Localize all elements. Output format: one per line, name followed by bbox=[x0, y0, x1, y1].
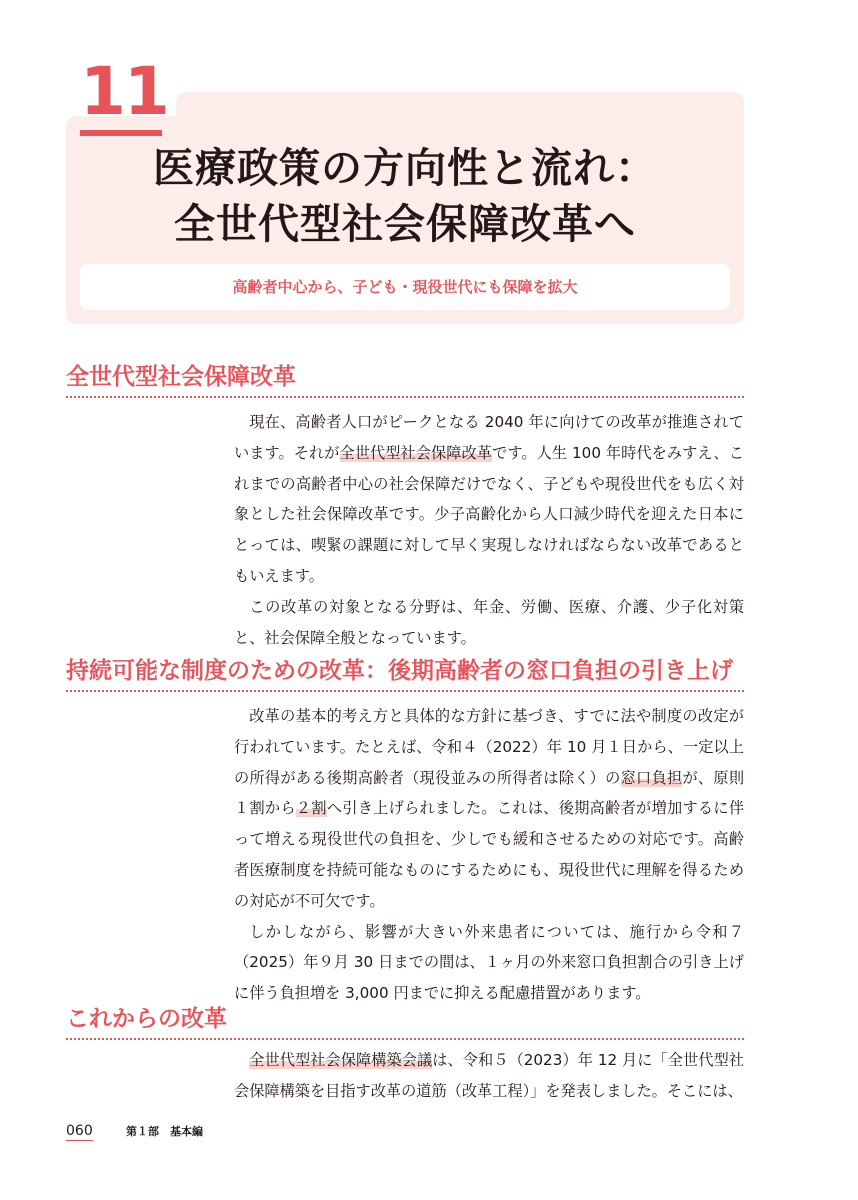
section-body-3 bbox=[234, 1045, 744, 1107]
section-heading-2: 持続可能な制度のための改革：後期高齢者の窓口負担の引き上げ bbox=[66, 656, 744, 692]
chapter-title-line1: 医療政策の方向性と流れ： bbox=[153, 144, 657, 192]
chapter-number: 11 bbox=[80, 53, 168, 130]
section-body-1 bbox=[234, 407, 744, 653]
chapter-subtitle: 高齢者中心から、子ども・現役世代にも保障を拡大 bbox=[232, 278, 578, 296]
paragraph: この改革の対象となる分野は、年金、労働、医療、介護、少子化対策と、社会保障全般となっています。 bbox=[234, 597, 744, 647]
highlight-term: 全世代型社会保障改革 bbox=[339, 443, 493, 462]
chapter-title-line2: 全世代型社会保障改革へ bbox=[174, 200, 636, 248]
section-body-2 bbox=[234, 701, 744, 1009]
paragraph-text: です。人生 100 年時代をみすえ、これまでの高齢者中心の社会保障だけでなく、子どもや現役世代をも広く対象とした社会保障改革です。少子高齢化から人口減少時代を迎えた日本にとっては、喫緊の課題に対して早く実現しなければならない改革であるともいえます。 bbox=[234, 443, 744, 585]
highlight-term: 窓口負担 bbox=[620, 768, 683, 787]
highlight-term: 全世代型社会保障構築会議 bbox=[249, 1051, 433, 1069]
paragraph bbox=[234, 1045, 744, 1107]
paragraph-text: 改革の基本的考え方と具体的な方針に基づき、すでに法や制度の改定が行われています。たとえば、令和４（2022）年 10 月１日から、一定以上の所得がある後期高齢者（現役並みの所得者は除く）の bbox=[234, 707, 744, 787]
paragraph bbox=[234, 407, 744, 592]
paragraph-text: は、令和５（2023）年 12 月に「全世代型社会保障構築を目指す改革の道筋（改革工程）」を発表しました。そこには、 bbox=[234, 1051, 745, 1100]
section-heading-3: これからの改革 bbox=[66, 1004, 744, 1040]
paragraph-text: へ引き上げられました。これは、後期高齢者が増加するに伴って増える現役世代の負担を、少しでも緩和させるための対応です。高齢者医療制度を持続可能なものにするためにも、現役世代に理解を得るための対応が不可欠です。 bbox=[234, 799, 745, 910]
part-label: 第１部 基本編 bbox=[126, 1125, 203, 1138]
page-number: 060 bbox=[66, 1123, 93, 1139]
paragraph-text: が、原則１割から bbox=[234, 768, 745, 818]
paragraph: しかしながら、影響が大きい外来患者については、施行から令和７（2025）年９月 30 日までの間は、１ヶ月の外来窓口負担割合の引き上げに伴う負担増を 3,000 円までに抑える配慮措置があります。 bbox=[234, 922, 744, 1003]
chapter-number-underline bbox=[80, 130, 162, 136]
highlight-term: ２割 bbox=[295, 799, 327, 818]
section-heading-1: 全世代型社会保障改革 bbox=[66, 362, 744, 398]
chapter-title bbox=[66, 140, 744, 252]
paragraph bbox=[234, 701, 744, 917]
paragraph-text: 現在、高齢者人口がピークとなる 2040 年に向けての改革が推進されています。それが bbox=[234, 413, 744, 462]
